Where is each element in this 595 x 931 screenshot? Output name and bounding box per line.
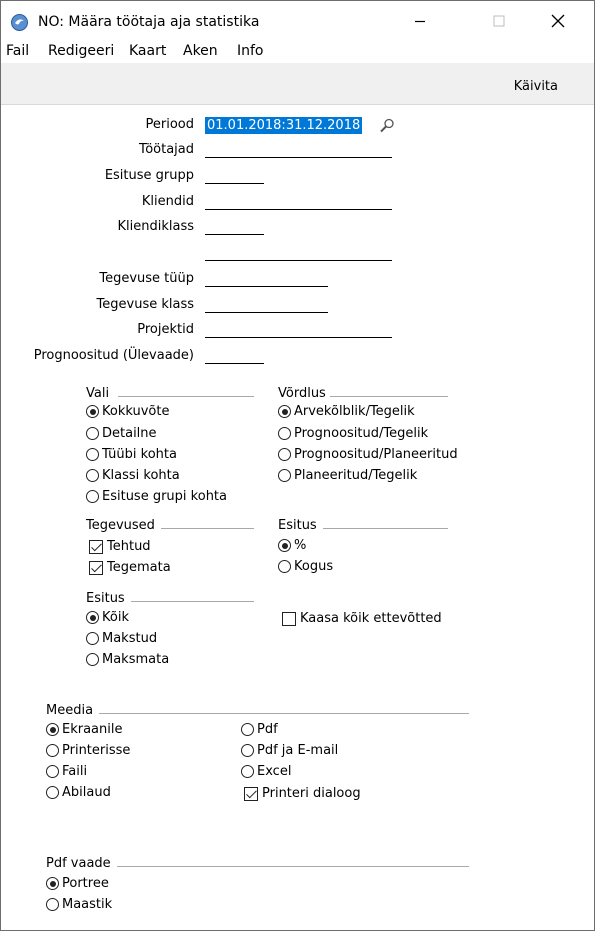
tehtud-checkbox[interactable]: Tehtud xyxy=(89,539,151,554)
vali-option[interactable]: Kokkuvõte xyxy=(86,404,169,419)
media-option[interactable]: Faili xyxy=(46,764,87,779)
radio-icon xyxy=(278,560,291,573)
printer-dialog-checkbox[interactable]: Printeri dialoog xyxy=(244,786,361,801)
radio-selected-icon xyxy=(86,611,99,624)
include-all-companies-checkbox[interactable]: Kaasa kõik ettevõtted xyxy=(282,611,442,626)
checkbox-checked-icon xyxy=(244,787,258,801)
employees-label: Töötajad xyxy=(138,142,194,157)
vali-option[interactable]: Detailne xyxy=(86,426,157,441)
search-icon[interactable] xyxy=(378,117,396,135)
activity-class-label: Tegevuse klass xyxy=(96,297,194,312)
customers-label: Kliendid xyxy=(141,194,194,209)
meedia-divider xyxy=(99,713,469,714)
activity-type-label: Tegevuse tüüp xyxy=(99,271,194,286)
checkbox-checked-icon xyxy=(89,561,103,575)
esitus-payment-option[interactable]: Makstud xyxy=(86,631,157,646)
radio-selected-icon xyxy=(278,405,291,418)
pdf-view-divider xyxy=(117,866,469,867)
pdf-view-option[interactable]: Maastik xyxy=(46,897,112,912)
vali-option[interactable]: Esituse grupi kohta xyxy=(86,489,227,504)
media-option[interactable]: Pdf ja E-mail xyxy=(241,743,338,758)
esitus-option[interactable]: % xyxy=(278,538,306,553)
media-option[interactable]: Pdf xyxy=(241,722,278,737)
close-icon xyxy=(551,14,565,28)
media-option[interactable]: Ekraanile xyxy=(46,722,122,737)
radio-icon xyxy=(241,765,254,778)
esitus-payment-title: Esitus xyxy=(86,591,125,606)
radio-selected-icon xyxy=(46,877,59,890)
radio-icon xyxy=(241,744,254,757)
forecast-input[interactable] xyxy=(205,363,264,364)
customers-input[interactable] xyxy=(205,209,392,210)
radio-selected-icon xyxy=(86,405,99,418)
radio-icon xyxy=(86,490,99,503)
period-label: Periood xyxy=(145,117,194,132)
employees-input[interactable] xyxy=(205,157,392,158)
tegemata-checkbox[interactable]: Tegemata xyxy=(89,560,171,575)
activity-type-input[interactable] xyxy=(205,286,328,287)
projects-input[interactable] xyxy=(205,337,392,338)
radio-icon xyxy=(46,786,59,799)
esitus-payment-option[interactable]: Kõik xyxy=(86,610,129,625)
vordlus-divider xyxy=(330,396,448,397)
radio-icon xyxy=(46,744,59,757)
radio-icon xyxy=(46,898,59,911)
menu-card[interactable]: Kaart xyxy=(129,43,167,59)
radio-icon xyxy=(86,448,99,461)
menu-edit[interactable]: Redigeeri xyxy=(48,43,115,59)
pdf-view-title: Pdf vaade xyxy=(46,856,111,871)
customer-class-label: Kliendiklass xyxy=(117,219,194,234)
window-title: NO: Määra töötaja aja statistika xyxy=(38,14,260,30)
media-option[interactable]: Abilaud xyxy=(46,785,111,800)
customer-class-input[interactable] xyxy=(205,234,264,235)
esitus-payment-option[interactable]: Maksmata xyxy=(86,652,169,667)
close-button[interactable] xyxy=(535,1,581,41)
forecast-label: Prognoositud (Ülevaade) xyxy=(33,348,194,363)
maximize-icon xyxy=(493,15,505,27)
run-button[interactable]: Käivita xyxy=(513,79,558,94)
toolbar xyxy=(1,63,594,105)
radio-icon xyxy=(86,427,99,440)
radio-selected-icon xyxy=(46,723,59,736)
radio-icon xyxy=(278,448,291,461)
vali-divider xyxy=(118,396,254,397)
esitus-payment-divider xyxy=(131,601,254,602)
vali-option[interactable]: Klassi kohta xyxy=(86,468,180,483)
display-group-label: Esituse grupp xyxy=(104,168,194,183)
tegevused-title: Tegevused xyxy=(86,518,155,533)
esitus-title: Esitus xyxy=(278,518,317,533)
menu-info[interactable]: Info xyxy=(237,43,264,59)
menu-window[interactable]: Aken xyxy=(183,43,218,59)
vordlus-option[interactable]: Planeeritud/Tegelik xyxy=(278,468,417,483)
vordlus-title: Võrdlus xyxy=(278,386,326,401)
vali-option[interactable]: Tüübi kohta xyxy=(86,447,177,462)
radio-selected-icon xyxy=(278,539,291,552)
vordlus-option[interactable]: Arvekõlblik/Tegelik xyxy=(278,404,415,419)
period-input[interactable]: 01.01.2018:31.12.2018 xyxy=(207,118,361,133)
media-option[interactable]: Printerisse xyxy=(46,743,130,758)
radio-icon xyxy=(86,469,99,482)
title-bar[interactable] xyxy=(1,1,594,41)
media-option[interactable]: Excel xyxy=(241,764,291,779)
minimize-button[interactable] xyxy=(397,1,443,41)
checkbox-checked-icon xyxy=(89,540,103,554)
minimize-icon xyxy=(414,15,426,27)
menu-file[interactable]: Fail xyxy=(6,43,30,59)
extra-input[interactable] xyxy=(205,260,392,261)
checkbox-icon xyxy=(282,612,296,626)
radio-icon xyxy=(86,653,99,666)
radio-icon xyxy=(278,427,291,440)
activity-class-input[interactable] xyxy=(205,312,328,313)
projects-label: Projektid xyxy=(137,322,194,337)
vordlus-option[interactable]: Prognoositud/Planeeritud xyxy=(278,447,458,462)
maximize-button[interactable] xyxy=(476,1,522,41)
radio-icon xyxy=(241,723,254,736)
radio-icon xyxy=(46,765,59,778)
esitus-divider xyxy=(323,528,448,529)
esitus-option[interactable]: Kogus xyxy=(278,559,333,574)
radio-icon xyxy=(86,632,99,645)
tegevused-divider xyxy=(161,528,254,529)
display-group-input[interactable] xyxy=(205,183,264,184)
meedia-title: Meedia xyxy=(46,703,94,718)
pdf-view-option[interactable]: Portree xyxy=(46,876,109,891)
radio-icon xyxy=(278,469,291,482)
menu-bar xyxy=(1,41,594,63)
vordlus-option[interactable]: Prognoositud/Tegelik xyxy=(278,426,428,441)
vali-title: Vali xyxy=(86,386,110,401)
app-icon xyxy=(11,14,28,31)
